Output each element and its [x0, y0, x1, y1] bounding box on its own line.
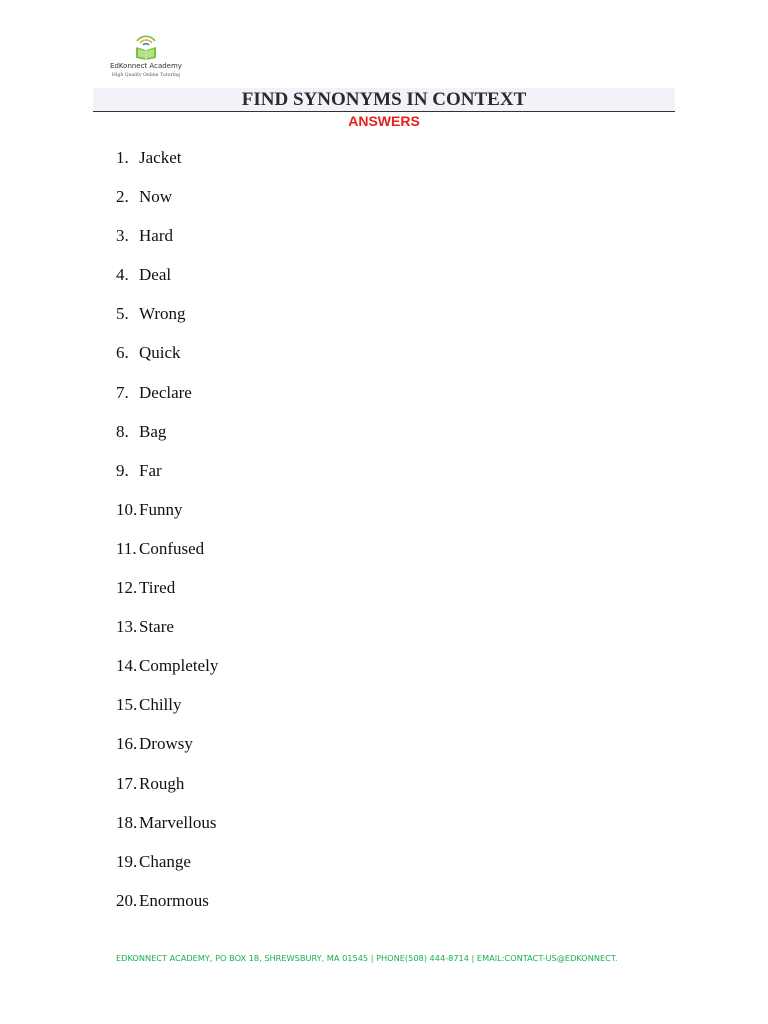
- list-item: [116, 147, 218, 186]
- list-item: [116, 421, 218, 460]
- title-band: [93, 88, 675, 112]
- logo-name: EdKonnect Academy: [110, 62, 182, 70]
- list-item: [116, 890, 218, 929]
- item-number: 8.: [116, 421, 129, 441]
- logo: [108, 32, 184, 82]
- page-title: FIND SYNONYMS IN CONTEXT: [241, 89, 527, 110]
- item-word: Deal: [139, 265, 172, 285]
- item-word: Drowsy: [139, 734, 193, 754]
- answers-heading: ANSWERS: [348, 113, 420, 129]
- list-item: [116, 264, 218, 303]
- item-word: Declare: [139, 382, 192, 402]
- item-number: 20.: [116, 890, 138, 910]
- list-item: [116, 186, 218, 225]
- item-number: 3.: [116, 226, 129, 246]
- list-item: [116, 538, 218, 577]
- item-number: 14.: [116, 656, 138, 676]
- list-item: [116, 342, 218, 381]
- item-word: Jacket: [139, 148, 182, 167]
- list-item: [116, 851, 218, 890]
- item-word: Rough: [139, 773, 185, 793]
- item-number: 11.: [116, 538, 137, 558]
- list-item: [116, 225, 218, 264]
- item-number: 15.: [116, 695, 138, 715]
- item-number: 9.: [116, 460, 129, 480]
- footer-contact: EDKONNECT ACADEMY, PO BOX 18, SHREWSBURY, MA 01545 | PHONE(508) 444-8714 | EMAIL:CONTACT-US@EDKONNECT.: [116, 953, 618, 963]
- item-word: Hard: [139, 226, 173, 246]
- item-number: 4.: [116, 265, 129, 285]
- item-number: 13.: [116, 617, 138, 637]
- answer-list: [116, 147, 218, 929]
- list-item: [116, 655, 218, 694]
- list-item: [116, 499, 218, 538]
- item-word: Bag: [139, 421, 167, 441]
- item-number: 18.: [116, 812, 138, 832]
- list-item: [116, 733, 218, 772]
- list-item: [116, 616, 218, 655]
- item-word: Funny: [139, 499, 183, 519]
- book-wifi-icon: [133, 32, 159, 60]
- list-item: [116, 382, 218, 421]
- item-number: 6.: [116, 343, 129, 363]
- item-number: 16.: [116, 734, 138, 754]
- list-item: [116, 694, 218, 733]
- item-word: Far: [139, 460, 162, 480]
- item-word: Wrong: [139, 304, 186, 324]
- item-word: Confused: [139, 538, 205, 558]
- item-word: Stare: [139, 617, 174, 637]
- item-number: 12.: [116, 578, 138, 598]
- logo-tagline: High Quality Online Tutoring: [111, 73, 181, 78]
- item-number: 1.: [116, 148, 129, 167]
- list-item: [116, 577, 218, 616]
- item-word: Chilly: [139, 695, 182, 715]
- item-number: 19.: [116, 851, 138, 871]
- list-item: [116, 303, 218, 342]
- list-item: [116, 812, 218, 851]
- list-item: [116, 460, 218, 499]
- list-item: [116, 773, 218, 812]
- item-word: Marvellous: [139, 812, 217, 832]
- item-word: Quick: [139, 343, 181, 363]
- item-word: Enormous: [139, 890, 209, 910]
- item-number: 10.: [116, 499, 138, 519]
- item-word: Completely: [139, 656, 219, 676]
- item-word: Change: [139, 851, 191, 871]
- item-number: 2.: [116, 187, 129, 207]
- item-number: 5.: [116, 304, 129, 324]
- item-number: 17.: [116, 773, 138, 793]
- item-word: Now: [139, 187, 173, 207]
- item-word: Tired: [139, 578, 176, 598]
- item-number: 7.: [116, 382, 129, 402]
